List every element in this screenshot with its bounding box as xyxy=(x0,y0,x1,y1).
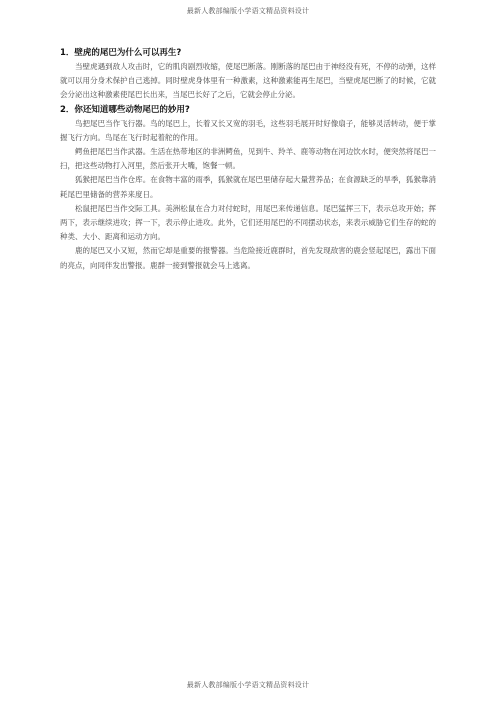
page-footer: 最新人教部编版小学语文精品资料设计 xyxy=(186,681,310,689)
section-2 xyxy=(60,103,436,273)
paragraph: 鳄鱼把尾巴当作武器。生活在热带地区的非洲鳄鱼，见到牛、羚羊、鹿等动物在河边饮水时，便突然将尾巴一扫，把这些动物打入河里，然后张开大嘴，饱餐一顿。 xyxy=(60,147,436,171)
document-body xyxy=(60,46,436,273)
section-1 xyxy=(60,46,436,103)
paragraph: 松鼠把尾巴当作交际工具。美洲松鼠在合力对付蛇时，用尾巴来传递信息。尾巴猛挥三下，表示总攻开始；挥两下，表示继续进攻；挥一下，表示停止进攻。此外，它们还用尾巴的不同摆动状态，来表示威胁它们生存的蛇的种类、大小、距离和运动方向。 xyxy=(60,203,436,242)
paragraph: 当壁虎遇到敌人攻击时，它的肌肉剧烈收缩，使尾巴断落。刚断落的尾巴由于神经没有死，不停的动弹，这样就可以用分身术保护自己逃掉。同时壁虎身体里有一种激素，这种激素能再生尾巴，当壁虎尾巴断了的时候，它就会分泌出这种激素使尾巴长出来，当尾巴长好了之后，它就会停止分泌。 xyxy=(60,62,436,100)
section-heading: 2．你还知道哪些动物尾巴的妙用? xyxy=(60,104,190,115)
paragraph: 鸟把尾巴当作飞行器。鸟的尾巴上，长着又长又宽的羽毛，这些羽毛展开时好像扇子，能够灵活转动，便于掌握飞行方向。鸟尾在飞行时起着舵的作用。 xyxy=(60,118,436,142)
section-heading: 1．壁虎的尾巴为什么可以再生? xyxy=(60,48,182,58)
paragraph: 狐猴把尾巴当作仓库。在食物丰富的雨季，狐猴就在尾巴里储存起大量营养品；在食源缺乏的旱季，狐猴靠消耗尾巴里储备的营养来度日。 xyxy=(60,175,436,199)
page-header: 最新人教部编版小学语文精品资料设计 xyxy=(186,7,310,15)
paragraph: 鹿的尾巴又小又短，然而它却是重要的报警器。当危险接近鹿群时，首先发现敌害的鹿会竖起尾巴，露出下面的亮点，向同伴发出警报。鹿群一接到警报就会马上逃离。 xyxy=(60,246,436,270)
